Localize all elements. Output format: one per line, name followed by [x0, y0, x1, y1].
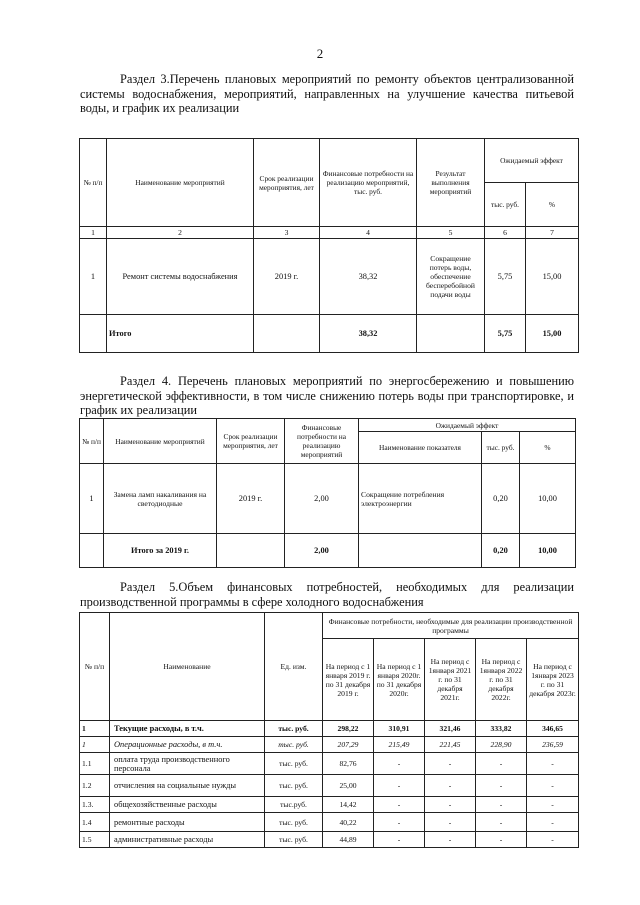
s4-row-no: 1: [80, 464, 104, 534]
s5-row-no: 1: [80, 737, 110, 753]
table-row: [80, 832, 579, 848]
s5-row-name: отчисления на социальные нужды: [110, 775, 265, 797]
s5-row-value: 25,00: [323, 775, 374, 797]
s5-row-value: -: [425, 797, 476, 813]
table-row: [80, 737, 579, 753]
s5-header-period: На период с 1января 2023 г. по 31 декабря 2023г.: [527, 639, 579, 721]
s3-header-term: Срок реализации мероприятия, лет: [254, 139, 320, 227]
s5-row-value: -: [374, 797, 425, 813]
s4-header-no: № п/п: [80, 419, 104, 464]
s3-row-finance: 38,32: [320, 239, 417, 315]
s4-row-finance: 2,00: [285, 464, 359, 534]
s5-row-name: Текущие расходы, в т.ч.: [110, 721, 265, 737]
section3-heading: [80, 72, 574, 116]
s3-header-finance: Финансовые потребности на реализацию мероприятий, тыс. руб.: [320, 139, 417, 227]
section3-heading-text: Раздел 3.Перечень плановых мероприятий по ремонту объектов централизованной системы водоснабжения, мероприятий, направленных на улучшение качества питьевой воды, и график их реализации: [80, 72, 574, 115]
s5-row-value: 221,45: [425, 737, 476, 753]
s5-row-value: -: [374, 832, 425, 848]
table-row: [80, 775, 579, 797]
s5-row-value: 215,49: [374, 737, 425, 753]
s3-row-pct: 15,00: [526, 239, 579, 315]
s5-row-value: 228,90: [476, 737, 527, 753]
s5-row-value: -: [425, 832, 476, 848]
s5-row-name: общехозяйственные расходы: [110, 797, 265, 813]
s5-row-no: 1.3.: [80, 797, 110, 813]
s5-row-value: -: [374, 775, 425, 797]
s4-header-name: Наименование мероприятий: [104, 419, 217, 464]
s5-row-unit: тыс. руб.: [265, 775, 323, 797]
table-row: [80, 813, 579, 832]
s5-row-value: 14,42: [323, 797, 374, 813]
s4-header-term: Срок реализации мероприятия, лет: [217, 419, 285, 464]
s4-total-finance: 2,00: [285, 534, 359, 568]
s5-row-name: Операционные расходы, в т.ч.: [110, 737, 265, 753]
s3-row-term: 2019 г.: [254, 239, 320, 315]
s4-row-rub: 0,20: [482, 464, 520, 534]
s5-row-value: -: [476, 775, 527, 797]
s5-header-period: На период с 1 января 2019 г. по 31 декабря 2019 г.: [323, 639, 374, 721]
s3-colnum: 2: [107, 227, 254, 239]
s5-row-value: -: [527, 813, 579, 832]
s5-row-value: 236,59: [527, 737, 579, 753]
s5-row-value: -: [527, 797, 579, 813]
s5-row-value: 40,22: [323, 813, 374, 832]
s4-row-term: 2019 г.: [217, 464, 285, 534]
s5-row-value: -: [476, 797, 527, 813]
section3-table: [79, 138, 579, 353]
s4-total-rub: 0,20: [482, 534, 520, 568]
s5-row-value: 321,46: [425, 721, 476, 737]
section4-heading: [80, 374, 574, 418]
page-number: 2: [316, 46, 324, 61]
s5-header-finance: Финансовые потребности, необходимые для реализации производственной программы: [323, 613, 579, 639]
section5-table: [79, 612, 579, 848]
s3-header-result: Результат выполнения мероприятий: [417, 139, 485, 227]
s3-header-no: № п/п: [80, 139, 107, 227]
s3-row-no: 1: [80, 239, 107, 315]
s4-row-indicator: Сокращение потребления электроэнергии: [359, 464, 482, 534]
s5-header-period: На период с 1января 2022 г. по 31 декабря 2022г.: [476, 639, 527, 721]
s5-row-value: -: [374, 813, 425, 832]
s5-row-value: -: [476, 832, 527, 848]
s5-row-unit: тыс. руб.: [265, 753, 323, 775]
s4-header-pct: %: [520, 432, 576, 464]
table-row: [80, 753, 579, 775]
s5-row-name: административные расходы: [110, 832, 265, 848]
s3-total-rub: 5,75: [485, 315, 526, 353]
s5-row-value: -: [374, 753, 425, 775]
section4-heading-text: Раздел 4. Перечень плановых мероприятий по энергосбережению и повышению энергетической эффективности, в том числе снижению потерь воды при транспортировке, и график их реализации: [80, 374, 574, 417]
s3-colnum: 7: [526, 227, 579, 239]
s3-total-pct: 15,00: [526, 315, 579, 353]
s5-row-value: 44,89: [323, 832, 374, 848]
s4-total-label: Итого за 2019 г.: [104, 534, 217, 568]
s5-body: [80, 721, 579, 848]
s3-colnum: 5: [417, 227, 485, 239]
s3-header-name: Наименование мероприятий: [107, 139, 254, 227]
s5-row-unit: тыс. руб.: [265, 813, 323, 832]
s4-row-pct: 10,00: [520, 464, 576, 534]
s5-row-value: -: [527, 775, 579, 797]
s3-total-finance: 38,32: [320, 315, 417, 353]
s5-row-value: 333,82: [476, 721, 527, 737]
s5-row-name: оплата труда производственного персонала: [110, 753, 265, 775]
s4-total-pct: 10,00: [520, 534, 576, 568]
s5-header-period: На период с 1января 2021 г. по 31 декабря 2021г.: [425, 639, 476, 721]
s5-header-unit: Ед. изм.: [265, 613, 323, 721]
s3-header-effect-pct: %: [526, 183, 579, 227]
s5-row-value: -: [527, 753, 579, 775]
s5-row-value: -: [425, 753, 476, 775]
s5-row-no: 1.2: [80, 775, 110, 797]
s5-row-unit: тыс.руб.: [265, 797, 323, 813]
s3-header-effect-rub: тыс. руб.: [485, 183, 526, 227]
s3-colnum: 6: [485, 227, 526, 239]
s5-row-name: ремонтные расходы: [110, 813, 265, 832]
s3-colnum: 1: [80, 227, 107, 239]
s3-row-rub: 5,75: [485, 239, 526, 315]
s5-row-no: 1.1: [80, 753, 110, 775]
s5-row-value: 310,91: [374, 721, 425, 737]
s5-row-value: 82,76: [323, 753, 374, 775]
s5-row-value: 346,65: [527, 721, 579, 737]
s5-row-value: -: [425, 775, 476, 797]
s3-total-label: Итого: [107, 315, 254, 353]
s5-row-no: 1: [80, 721, 110, 737]
s5-row-no: 1.5: [80, 832, 110, 848]
s5-row-value: 207,29: [323, 737, 374, 753]
s5-row-unit: тыс. руб.: [265, 737, 323, 753]
s3-header-effect: Ожидаемый эффект: [485, 139, 579, 183]
s4-header-effect: Ожидаемый эффект: [359, 419, 576, 432]
section4-table: [79, 418, 576, 568]
s5-row-value: -: [527, 832, 579, 848]
s3-row-result: Сокращение потерь воды, обеспечение бесперебойной подачи воды: [417, 239, 485, 315]
s5-row-value: -: [476, 753, 527, 775]
section5-heading: [80, 580, 574, 609]
s3-row-name: Ремонт системы водоснабжения: [107, 239, 254, 315]
s5-row-value: -: [425, 813, 476, 832]
s5-header-period: На период с 1 января 2020г. по 31 декабря 2020г.: [374, 639, 425, 721]
s5-row-value: -: [476, 813, 527, 832]
s4-header-indicator: Наименование показателя: [359, 432, 482, 464]
s4-row-name: Замена ламп накаливания на светодиодные: [104, 464, 217, 534]
s5-header-no: № п/п: [80, 613, 110, 721]
table-row: [80, 721, 579, 737]
table-row: [80, 797, 579, 813]
s5-row-no: 1.4: [80, 813, 110, 832]
s5-row-value: 298,22: [323, 721, 374, 737]
s4-header-rub: тыс. руб.: [482, 432, 520, 464]
s5-header-name: Наименование: [110, 613, 265, 721]
s5-row-unit: тыс. руб.: [265, 721, 323, 737]
s5-row-unit: тыс. руб.: [265, 832, 323, 848]
s3-colnum: 3: [254, 227, 320, 239]
s3-colnum: 4: [320, 227, 417, 239]
s4-header-finance: Финансовые потребности на реализацию мероприятий: [285, 419, 359, 464]
section5-heading-text: Раздел 5.Объем финансовых потребностей, необходимых для реализации производственной программы в сфере холодного водоснабжения: [80, 580, 574, 609]
